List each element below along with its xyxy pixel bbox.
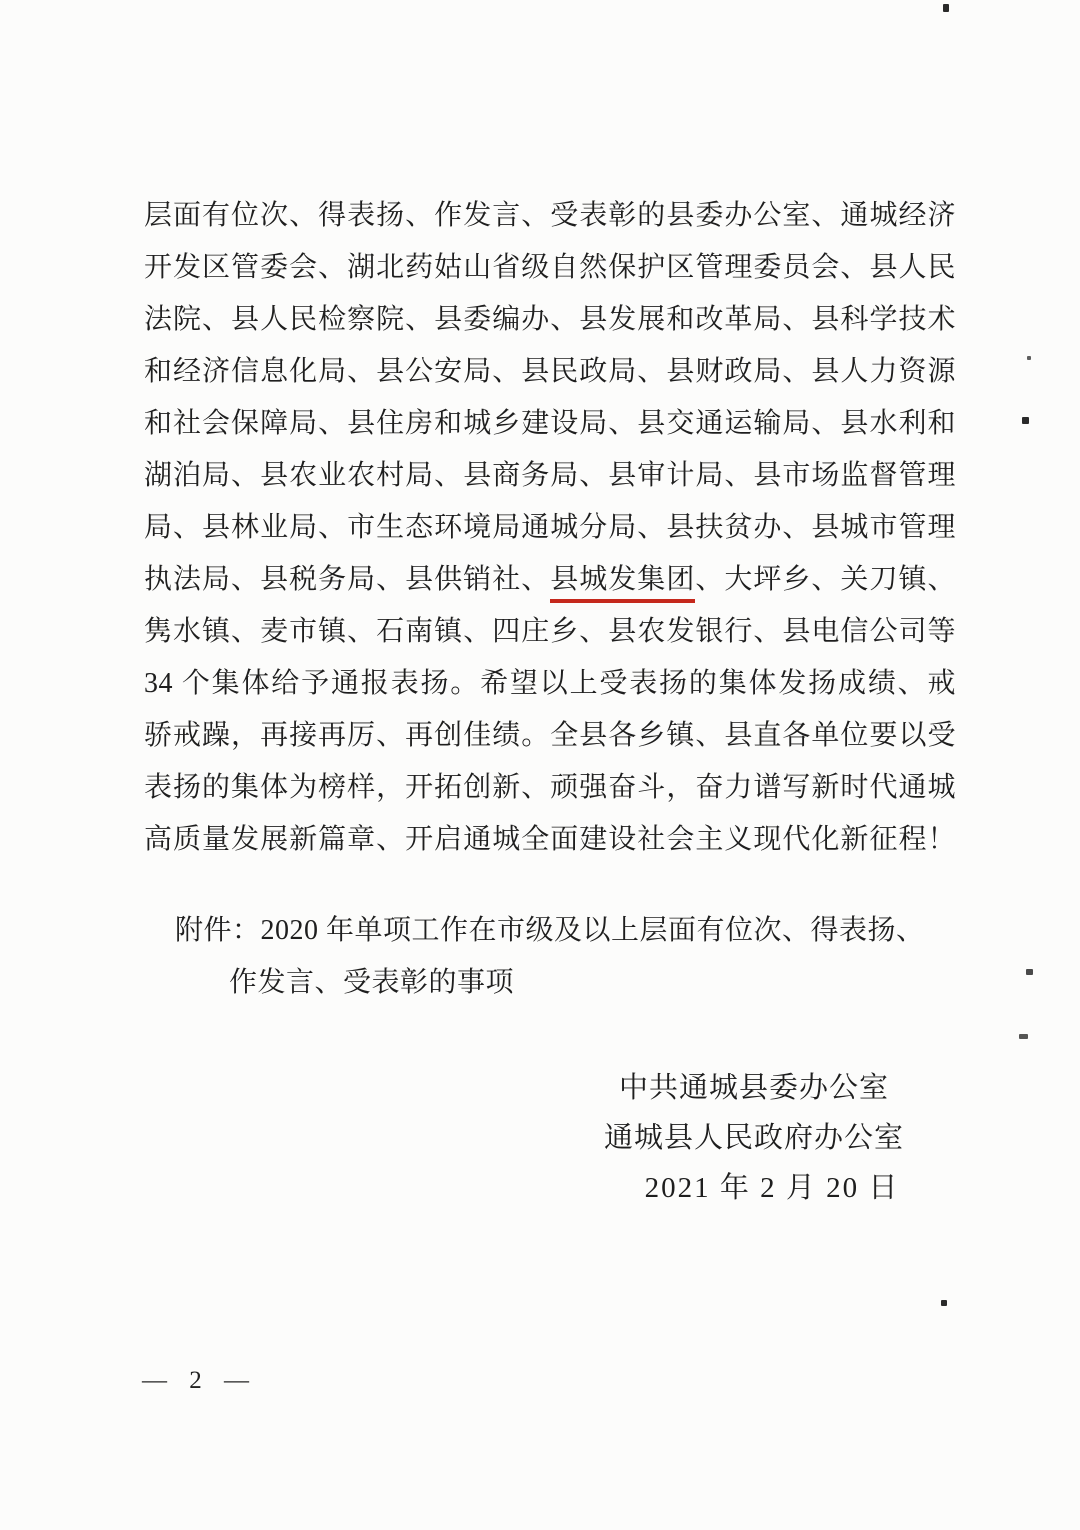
- scan-speck: [1022, 417, 1029, 424]
- body-line: 骄戒躁，再接再厉、再创佳绩。全县各乡镇、县直各单位要以受: [144, 720, 956, 751]
- page-number: — 2 —: [142, 1367, 251, 1394]
- red-underline-annotation: 县城发集团: [550, 564, 695, 603]
- body-line: 隽水镇、麦市镇、石南镇、四庄乡、县农发银行、县电信公司等: [144, 616, 956, 647]
- body-line: 法院、县人民检察院、县委编办、县发展和改革局、县科学技术: [144, 304, 956, 335]
- signature-date: 2021 年 2 月 20 日: [644, 1172, 900, 1204]
- body-line: 表扬的集体为榜样，开拓创新、顽强奋斗，奋力谱写新时代通城: [144, 772, 956, 803]
- attachment-title: 2020 年单项工作在市级及以上层面有位次、得表扬、: [260, 915, 925, 946]
- body-line: 和社会保障局、县住房和城乡建设局、县交通运输局、县水利和: [144, 408, 956, 439]
- attachment-line-1: [175, 905, 965, 957]
- scan-speck: [1019, 1034, 1028, 1039]
- attachment-label: 附件：: [175, 915, 261, 946]
- signature-org-2: 通城县人民政府办公室: [603, 1122, 904, 1154]
- attachment-note: [175, 905, 965, 1009]
- scan-speck: [943, 4, 949, 12]
- body-line-with-annotation: [144, 554, 956, 606]
- body-paragraph: [144, 190, 956, 866]
- body-line-segment: 、大坪乡、关刀镇、: [695, 564, 956, 595]
- body-line: 局、县林业局、市生态环境局通城分局、县扶贫办、县城市管理: [144, 512, 956, 543]
- scan-speck: [1027, 356, 1031, 360]
- body-line: 层面有位次、得表扬、作发言、受表彰的县委办公室、通城经济: [144, 200, 956, 231]
- body-line: 和经济信息化局、县公安局、县民政局、县财政局、县人力资源: [144, 356, 956, 387]
- body-line: 高质量发展新篇章、开启通城全面建设社会主义现代化新征程！: [144, 824, 956, 855]
- signature-block: [598, 1063, 910, 1213]
- body-line: 湖泊局、县农业农村局、县商务局、县审计局、县市场监督管理: [144, 460, 956, 491]
- body-line: 开发区管委会、湖北药姑山省级自然保护区管理委员会、县人民: [144, 252, 956, 283]
- attachment-line-2: 作发言、受表彰的事项: [229, 967, 515, 998]
- body-line-segment: 执法局、县税务局、县供销社、: [144, 564, 551, 595]
- body-line: 34 个集体给予通报表扬。希望以上受表扬的集体发扬成绩、戒: [144, 668, 956, 699]
- scan-speck: [941, 1300, 947, 1306]
- signature-org-1: 中共通城县委办公室: [618, 1072, 889, 1104]
- scan-speck: [1026, 969, 1033, 975]
